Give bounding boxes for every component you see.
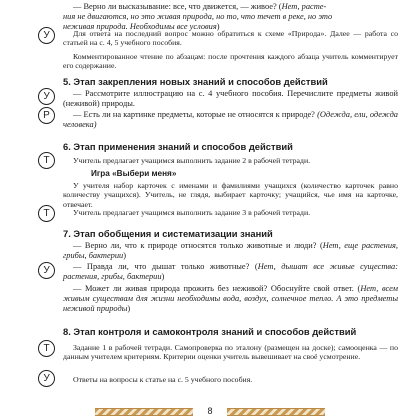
question-text: — Верно ли, что к природе относятся только животные и люди? ( bbox=[73, 241, 323, 250]
section-heading-5: 5. Этап закрепления новых знаний и способов действий bbox=[63, 76, 328, 87]
game-description: У учителя набор карточек с именами и фамилиями учащихся (количество карточек равно количеству учащихся). Учитель, не глядя, выбирает карточку; учащийся, чье имя на карточке, отвечает. bbox=[63, 181, 398, 209]
closing-paren: ) bbox=[216, 22, 220, 32]
workbook-task-3: Учитель предлагает учащимся выполнить задание 3 в рабочей тетради. bbox=[73, 208, 311, 217]
question-nature-includes bbox=[63, 241, 398, 261]
question-text: — Правда ли, что дышат только животные? ( bbox=[73, 262, 258, 271]
answer-text-line: ния не двигаются, но это живая природа, но то, что течет в реке, но это bbox=[63, 12, 333, 22]
self-check-task: Задание 1 в рабочей тетради. Самопроверка по эталону (размещен на доске); самооценка — по данным учителем критериям. Критерии оценки учитель вывешивает на своё усмотрение. bbox=[63, 343, 398, 362]
question-text: — Может ли живая природа прожить без неживой? Обоснуйте свой ответ. ( bbox=[73, 284, 361, 293]
page-footer bbox=[0, 404, 420, 418]
section-heading-7: 7. Этап обобщения и систематизации знаний bbox=[63, 228, 273, 239]
section-heading-6: 6. Этап применения знаний и способов действий bbox=[63, 141, 293, 152]
answer-text-line: неживая природа. Необходимы все условия bbox=[63, 22, 217, 32]
illustration-task: — Рассмотрите иллюстрацию на с. 4 учебного пособия. Перечислите предметы живой (неживой) природы. bbox=[63, 89, 398, 109]
workbook-task-2: Учитель предлагает учащимся выполнить задание 2 в рабочей тетради. bbox=[73, 156, 311, 165]
question-text: — Верно ли высказывание: все, что движется, — живое? ( bbox=[73, 2, 282, 11]
student-badge: У bbox=[38, 370, 55, 387]
answer-text: Нет, дышат все живые существа: растения, грибы, бактерии bbox=[63, 262, 398, 282]
regulatory-badge: Р bbox=[38, 107, 55, 124]
closing-paren: ) bbox=[161, 272, 165, 282]
section-heading-8: 8. Этап контроля и самоконтроля знаний и способов действий bbox=[63, 326, 357, 337]
question-not-nature bbox=[63, 110, 398, 130]
answer-text: Нет, всем живым существам для жизни необходимы вода, воздух, солнечное тепло. А это предметы неживой природы bbox=[63, 284, 398, 314]
answer-text: Нет, еще растения, грибы, бактерии bbox=[63, 241, 398, 261]
question-text: — Есть ли на картинке предметы, которые не относятся к природе? bbox=[73, 110, 315, 119]
game-title: Игра «Выбери меня» bbox=[91, 169, 177, 178]
scheme-reference: Для ответа на последний вопрос можно обратиться к схеме «Природа». Далее — работа со статьей на с. 4, 5 учебного пособия. bbox=[63, 29, 398, 48]
closing-paren: ) bbox=[127, 304, 131, 314]
student-badge: У bbox=[38, 262, 55, 279]
footer-ornament-left bbox=[95, 408, 193, 416]
answer-text: Нет, расте- bbox=[281, 2, 327, 11]
article-questions: Ответы на вопросы к статье на с. 5 учебного пособия. bbox=[73, 375, 253, 384]
closing-paren: ) bbox=[123, 251, 127, 261]
teacher-badge: Т bbox=[38, 152, 55, 169]
question-living-without-nonliving bbox=[63, 284, 398, 315]
question-breathing bbox=[63, 262, 398, 282]
footer-ornament-right bbox=[227, 408, 325, 416]
student-badge: У bbox=[38, 27, 55, 44]
commented-reading: Комментированное чтение по абзацам: после прочтения каждого абзаца учитель комментирует его содержание. bbox=[63, 52, 398, 71]
student-badge: У bbox=[38, 88, 55, 105]
teacher-badge: Т bbox=[38, 205, 55, 222]
teacher-badge: Т bbox=[38, 340, 55, 357]
answer-text: (Одежда, ели, одежда человека) bbox=[63, 110, 398, 130]
page-number: 8 bbox=[207, 406, 213, 416]
